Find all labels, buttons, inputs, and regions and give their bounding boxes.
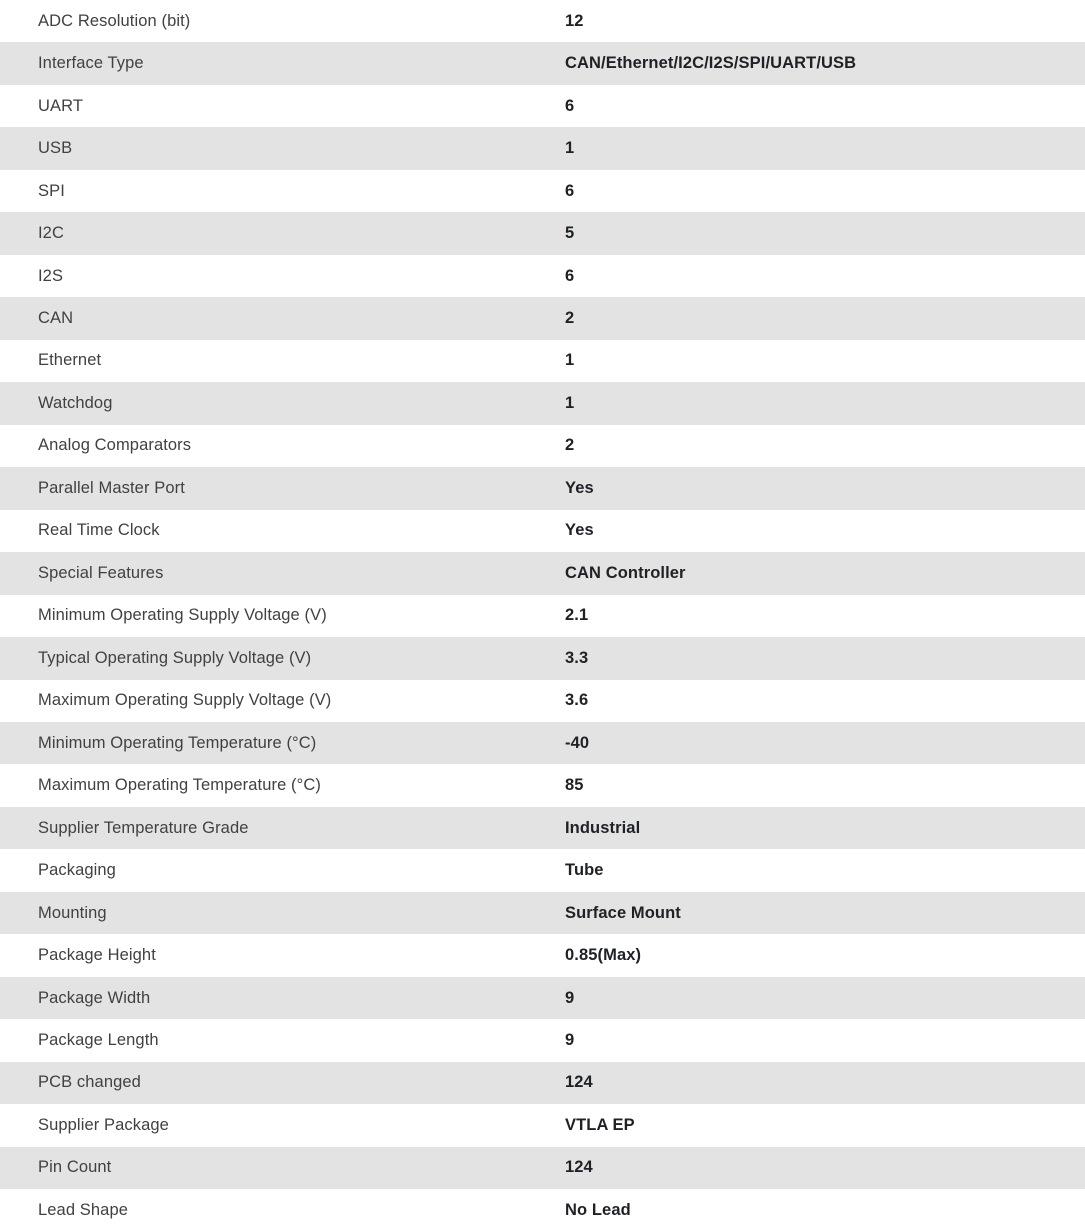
spec-row bbox=[0, 849, 1085, 891]
spec-row bbox=[0, 255, 1085, 297]
spec-row bbox=[0, 977, 1085, 1019]
spec-value: 5 bbox=[565, 224, 575, 243]
spec-row bbox=[0, 170, 1085, 212]
spec-value: No Lead bbox=[565, 1200, 631, 1219]
spec-value: 6 bbox=[565, 181, 575, 200]
spec-value: 3.3 bbox=[565, 648, 589, 667]
spec-value: 3.6 bbox=[565, 691, 589, 710]
spec-label: Special Features bbox=[38, 563, 164, 582]
spec-row bbox=[0, 1104, 1085, 1146]
spec-label: USB bbox=[38, 139, 73, 158]
spec-value: CAN Controller bbox=[565, 563, 686, 582]
spec-label: Mounting bbox=[38, 903, 107, 922]
spec-value: 2 bbox=[565, 309, 575, 328]
spec-row bbox=[0, 764, 1085, 806]
spec-row bbox=[0, 42, 1085, 84]
spec-label: CAN bbox=[38, 309, 74, 328]
spec-row bbox=[0, 425, 1085, 467]
spec-label: Lead Shape bbox=[38, 1200, 129, 1219]
spec-label: PCB changed bbox=[38, 1073, 141, 1092]
spec-row bbox=[0, 0, 1085, 42]
spec-label: Typical Operating Supply Voltage (V) bbox=[38, 648, 312, 667]
spec-row bbox=[0, 297, 1085, 339]
spec-value: 12 bbox=[565, 11, 584, 30]
spec-label: Packaging bbox=[38, 861, 116, 880]
spec-label: ADC Resolution (bit) bbox=[38, 11, 191, 30]
spec-label: Package Width bbox=[38, 988, 151, 1007]
spec-row bbox=[0, 1189, 1085, 1231]
spec-label: Ethernet bbox=[38, 351, 102, 370]
spec-row bbox=[0, 722, 1085, 764]
spec-row bbox=[0, 552, 1085, 594]
spec-label: Real Time Clock bbox=[38, 521, 160, 540]
spec-label: Minimum Operating Temperature (°C) bbox=[38, 733, 317, 752]
spec-row bbox=[0, 127, 1085, 169]
spec-value: 85 bbox=[565, 776, 584, 795]
spec-value: 1 bbox=[565, 139, 575, 158]
spec-value: Yes bbox=[565, 478, 594, 497]
spec-value: 124 bbox=[565, 1158, 593, 1177]
spec-value: 9 bbox=[565, 988, 575, 1007]
spec-value: -40 bbox=[565, 733, 590, 752]
spec-label: Supplier Package bbox=[38, 1115, 169, 1134]
spec-row bbox=[0, 382, 1085, 424]
spec-label: I2C bbox=[38, 224, 64, 243]
spec-label: Watchdog bbox=[38, 393, 113, 412]
spec-value: 0.85(Max) bbox=[565, 946, 642, 965]
spec-value: 2 bbox=[565, 436, 575, 455]
spec-row bbox=[0, 934, 1085, 976]
spec-row bbox=[0, 595, 1085, 637]
spec-row bbox=[0, 510, 1085, 552]
spec-label: Maximum Operating Temperature (°C) bbox=[38, 776, 321, 795]
spec-row bbox=[0, 1019, 1085, 1061]
spec-value: 6 bbox=[565, 266, 575, 285]
spec-value: Surface Mount bbox=[565, 903, 681, 922]
spec-row bbox=[0, 1062, 1085, 1104]
spec-value: VTLA EP bbox=[565, 1115, 635, 1134]
spec-label: Minimum Operating Supply Voltage (V) bbox=[38, 606, 327, 625]
spec-label: Analog Comparators bbox=[38, 436, 192, 455]
spec-label: Interface Type bbox=[38, 54, 144, 73]
spec-row bbox=[0, 467, 1085, 509]
spec-row bbox=[0, 637, 1085, 679]
spec-row bbox=[0, 680, 1085, 722]
spec-label: SPI bbox=[38, 181, 65, 200]
spec-label: Supplier Temperature Grade bbox=[38, 818, 249, 837]
spec-value: 1 bbox=[565, 393, 575, 412]
spec-value: Industrial bbox=[565, 818, 641, 837]
spec-row bbox=[0, 85, 1085, 127]
spec-row bbox=[0, 340, 1085, 382]
spec-value: 2.1 bbox=[565, 606, 589, 625]
spec-label: Pin Count bbox=[38, 1158, 112, 1177]
spec-value: Tube bbox=[565, 861, 604, 880]
spec-row bbox=[0, 807, 1085, 849]
spec-label: Package Height bbox=[38, 946, 156, 965]
spec-label: UART bbox=[38, 96, 84, 115]
spec-row bbox=[0, 212, 1085, 254]
spec-label: Maximum Operating Supply Voltage (V) bbox=[38, 691, 332, 710]
spec-row bbox=[0, 1147, 1085, 1189]
spec-value: CAN/Ethernet/I2C/I2S/SPI/UART/USB bbox=[565, 54, 857, 73]
spec-label: Parallel Master Port bbox=[38, 478, 185, 497]
spec-value: Yes bbox=[565, 521, 594, 540]
spec-row bbox=[0, 892, 1085, 934]
spec-value: 9 bbox=[565, 1030, 575, 1049]
spec-value: 124 bbox=[565, 1073, 593, 1092]
spec-label: Package Length bbox=[38, 1030, 159, 1049]
spec-label: I2S bbox=[38, 266, 64, 285]
spec-value: 1 bbox=[565, 351, 575, 370]
spec-value: 6 bbox=[565, 96, 575, 115]
